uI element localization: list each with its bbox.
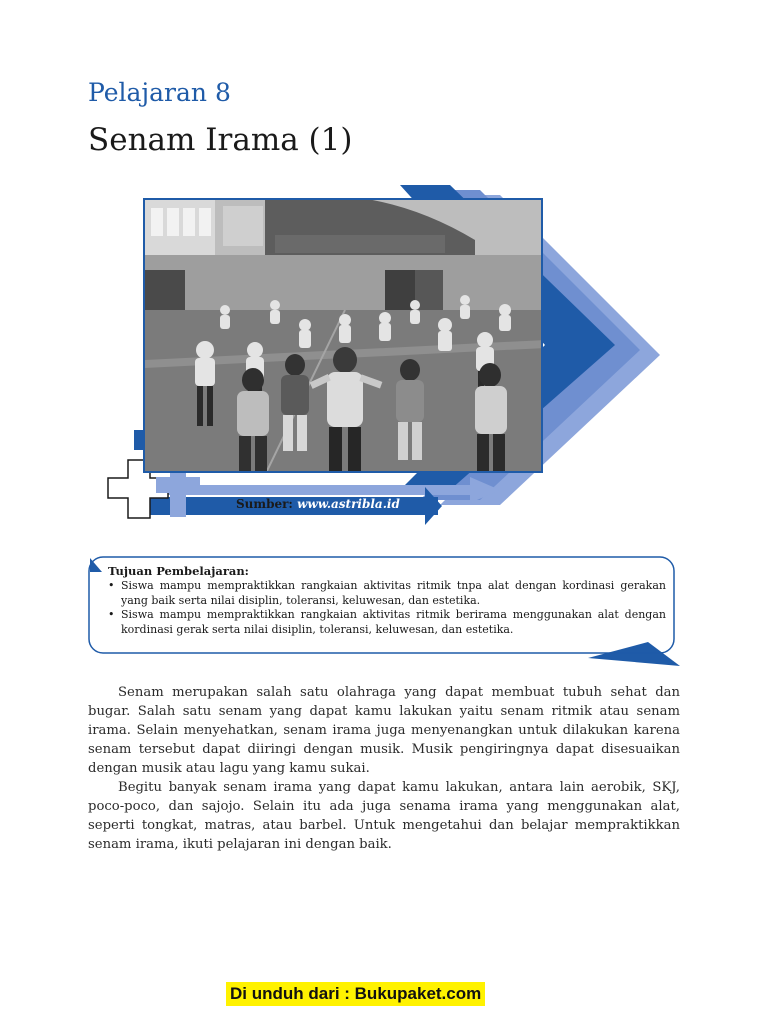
source-label: Sumber: — [236, 497, 293, 511]
learning-objectives-box — [88, 556, 680, 654]
page-title: Senam Irama (1) — [88, 122, 353, 158]
download-banner: Di unduh dari : Bukupaket.com — [226, 982, 485, 1006]
gym-scene-illustration — [145, 200, 543, 473]
objective-item: • Siswa mampu mempraktikkan rangkaian aktivitas ritmik berirama menggunakan alat dengan kordinasi gerak serta nilai disiplin, toleransi, keluwesan, dan estetika. — [106, 608, 666, 637]
lesson-label: Pelajaran 8 — [88, 78, 231, 107]
source-url: www.astribla.id — [297, 497, 400, 511]
chapter-figure — [100, 185, 680, 525]
aerobics-photo — [143, 198, 543, 473]
objectives-heading: Tujuan Pembelajaran: — [108, 564, 249, 578]
paragraph: Begitu banyak senam irama yang dapat kamu lakukan, antara lain aerobik, SKJ, poco-poco, dan sajojo. Selain itu ada juga senama irama yang menggunakan alat, seperti tongkat, matras, atau barbel. Untuk mengetahui dan belajar mempraktikkan senam irama, ikuti pelajaran ini dengan baik. — [88, 780, 680, 852]
objectives-list — [106, 579, 666, 637]
body-text — [88, 683, 680, 854]
paragraph: Senam merupakan salah satu olahraga yang dapat membuat tubuh sehat dan bugar. Salah satu senam yang dapat kamu lakukan yaitu senam ritmik atau senam irama. Selain menyehatkan, senam irama juga menyenangkan untuk dilakukan karena senam tersebut dapat diiringi dengan musik. Musik pengiringnya dapat disesuaikan dengan musik atau lagu yang kamu sukai. — [88, 685, 680, 776]
objective-item: • Siswa mampu mempraktikkan rangkaian aktivitas ritmik tnpa alat dengan kordinasi gerakan yang baik serta nilai disiplin, toleransi, keluwesan, dan estetika. — [106, 579, 666, 608]
image-source — [236, 497, 400, 511]
